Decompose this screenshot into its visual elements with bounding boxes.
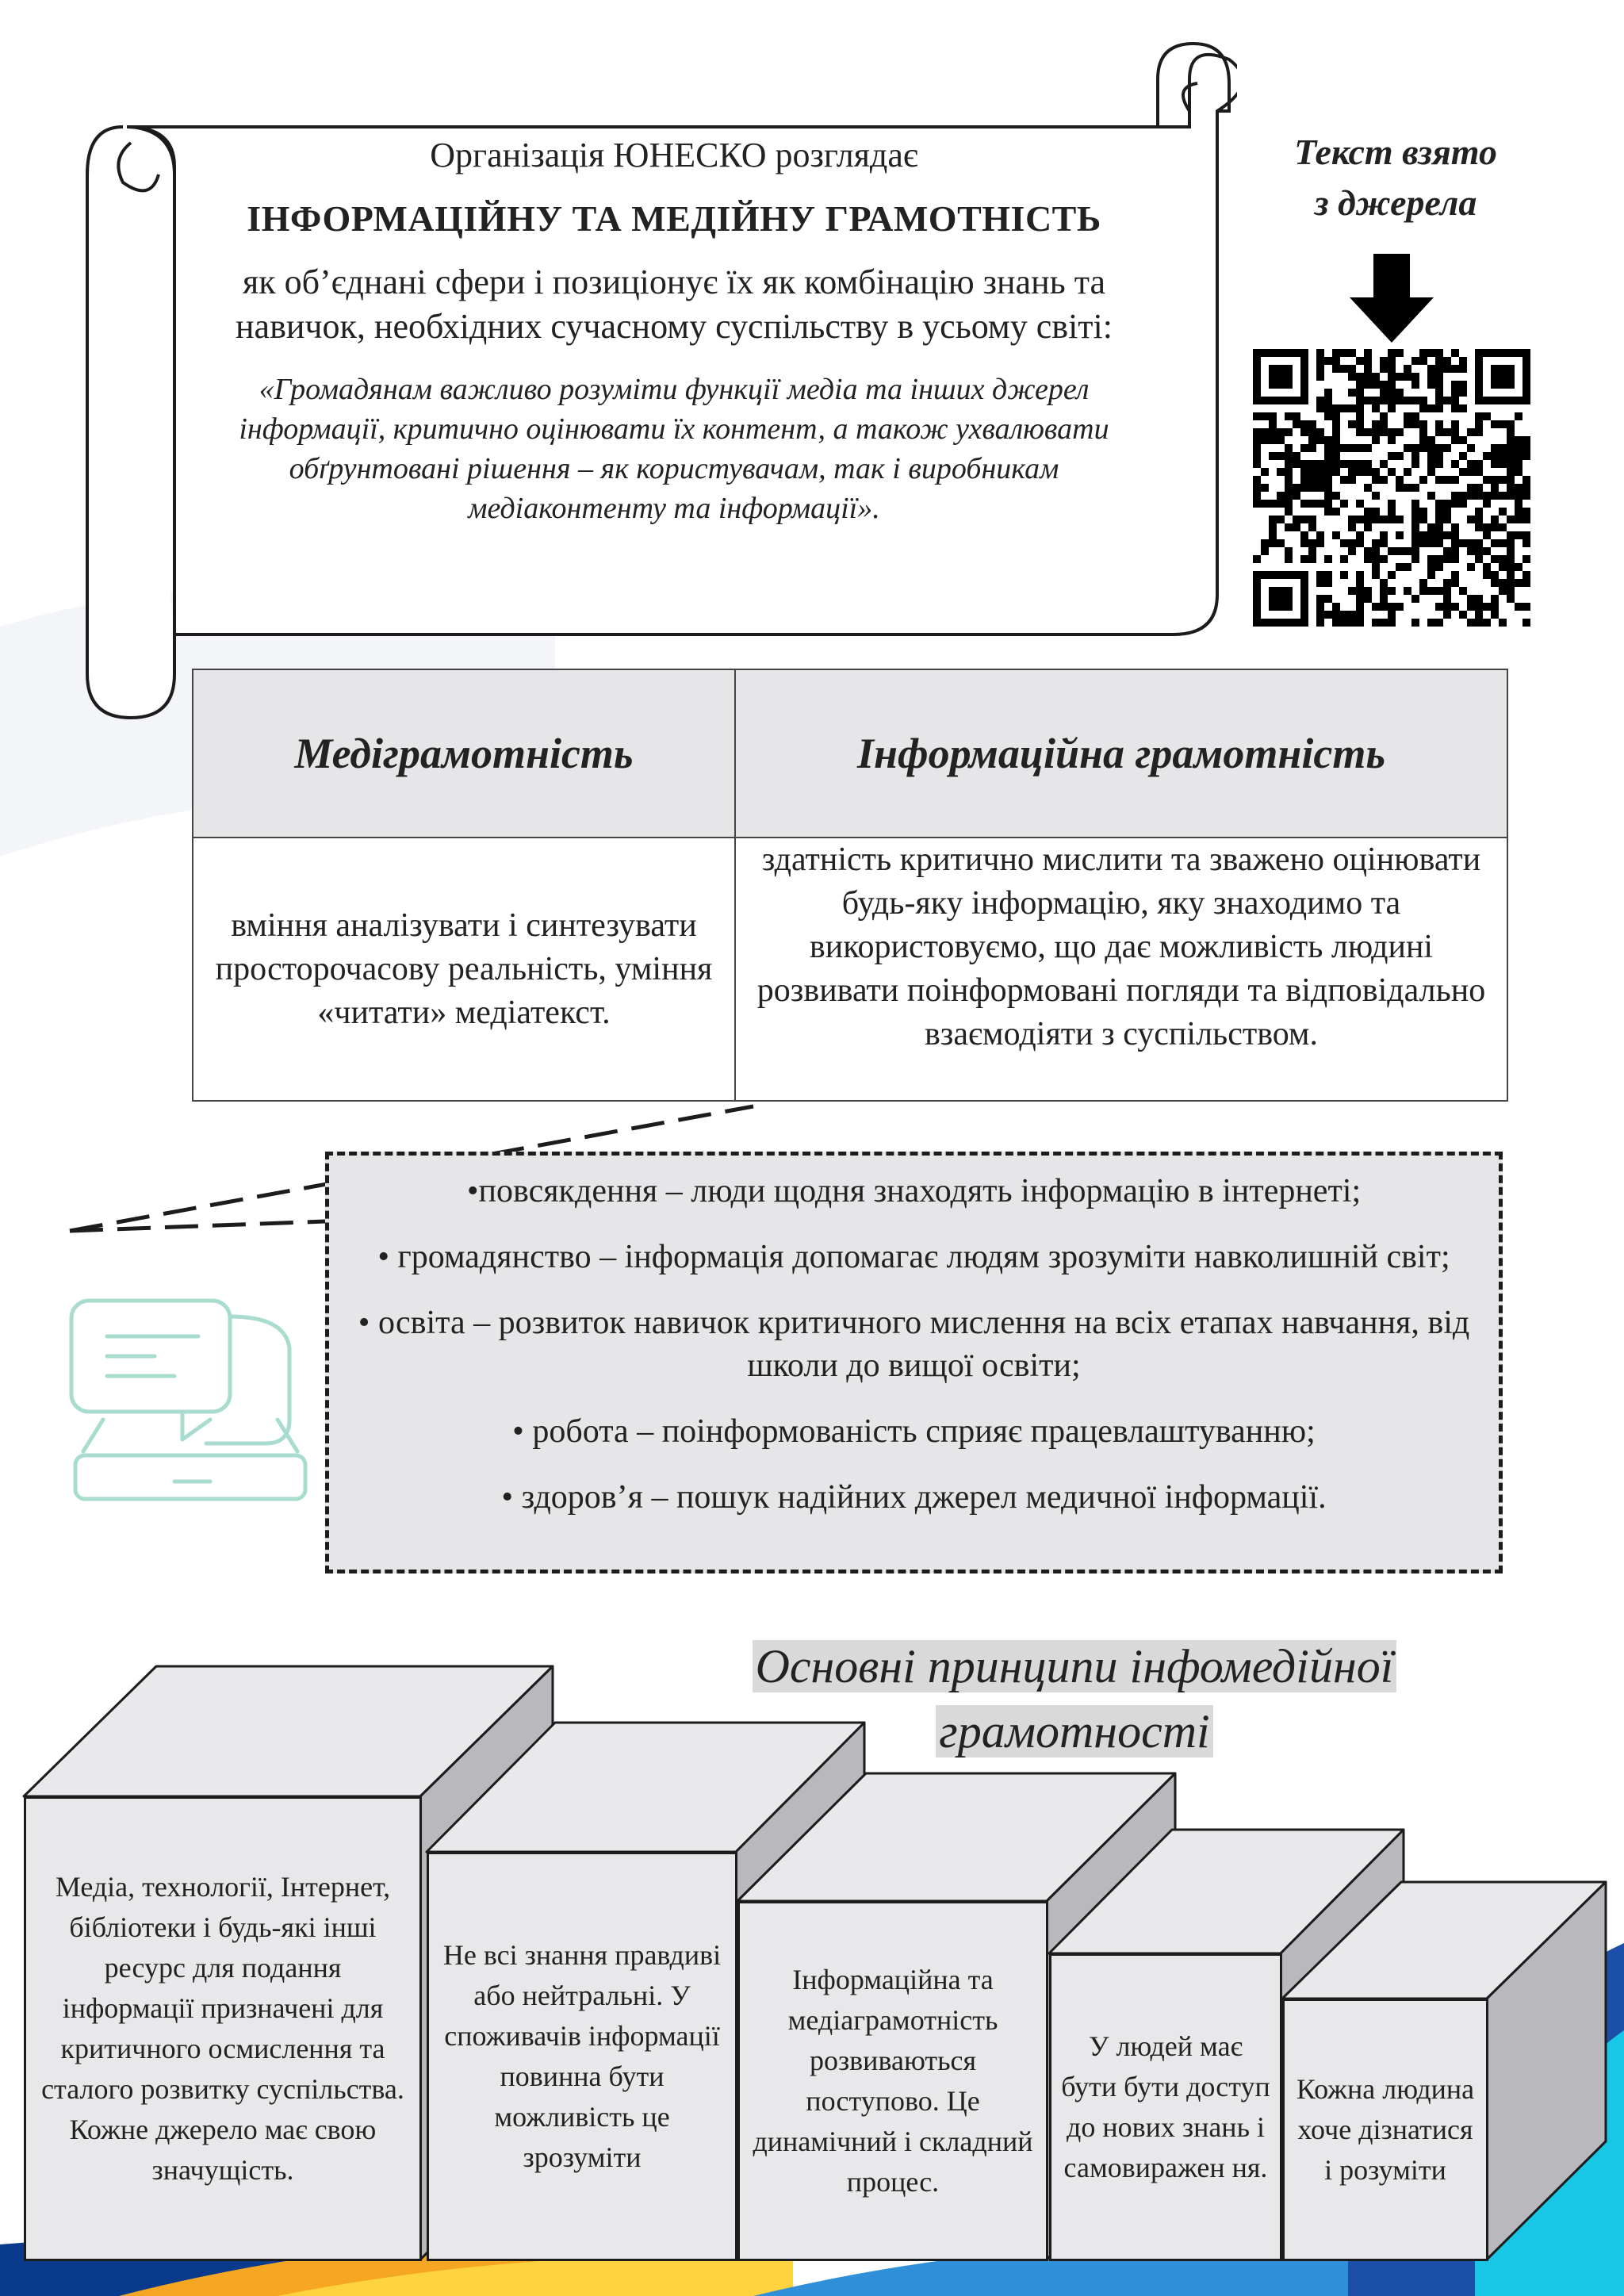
- qr-code-icon[interactable]: [1253, 349, 1530, 627]
- qr-caption-line1: Текст взято: [1294, 132, 1497, 172]
- table-row: [193, 838, 1507, 1101]
- information-literacy-header: Інформаційна грамотність: [735, 669, 1507, 838]
- information-literacy-definition: здатність критично мислити та зважено оцінювати будь-яку інформацію, яку знаходимо та використовуємо, що дає можливість людині розвивати поінформовані погляди та відповідально взаємодіяти з суспільством.: [735, 838, 1507, 1101]
- media-literacy-header: Медіграмотність: [193, 669, 735, 838]
- principle-step-4-text: У людей має бути бути доступ до нових знань і самовиражен ня.: [1061, 2030, 1270, 2183]
- table-header-row: [193, 669, 1507, 838]
- principle-step-3: [737, 1901, 1048, 2261]
- arrow-down-icon: [1348, 254, 1435, 345]
- usage-box: [325, 1152, 1503, 1573]
- principle-step-1: [24, 1796, 422, 2261]
- unesco-intro: Організація ЮНЕСКО розглядає: [430, 136, 918, 174]
- definitions-table: [192, 669, 1508, 1102]
- laptop-chat-icon: [63, 1293, 317, 1507]
- list-item: • здоров’я – пошук надійних джерел медичної інформації.: [501, 1479, 1327, 1516]
- list-item: • громадянство – інформація допомагає людям зрозуміти навколишній світ;: [377, 1239, 1450, 1275]
- principle-step-5-text: Кожна людина хоче дізнатися і розуміти: [1296, 2073, 1475, 2186]
- principles-title-line2: грамотності: [936, 1705, 1212, 1757]
- principle-step-5: [1282, 1999, 1488, 2261]
- unesco-quote: «Громадянам важливо розуміти функції медіа та інших джерел інформації, критично оцінювати їх контент, а також ухвалювати обґрунтовані рішення – як користувачам, так і виробникам медіаконтенту та інформації».: [239, 373, 1109, 525]
- qr-caption: [1237, 127, 1554, 228]
- principle-step-1-text: Медіа, технології, Інтернет, бібліотеки і будь-які інші ресурс для подання інформації призначені для критичного осмислення та сталого розвитку суспільства. Кожне джерело має свою значущість.: [41, 1871, 404, 2186]
- list-item: •повсякдення – люди щодня знаходять інформацію в інтернеті;: [466, 1173, 1362, 1209]
- unesco-description: як об’єднані сфери і позиціонує їх як комбінацію знань та навичок, необхідних сучасному суспільству в усьому світі:: [236, 263, 1113, 346]
- list-item: • робота – поінформованість сприяє працевлаштуванню;: [512, 1413, 1316, 1450]
- principle-step-3-text: Інформаційна та медіаграмотність розвиваються поступово. Це динамічний і складний процес.: [753, 1964, 1033, 2198]
- literacy-heading: ІНФОРМАЦІЙНУ ТА МЕДІЙНУ ГРАМОТНІСТЬ: [247, 198, 1101, 239]
- media-literacy-definition: вміння аналізувати і синтезувати просторочасову реальність, уміння «читати» медіатекст.: [193, 838, 735, 1101]
- qr-caption-line2: з джерела: [1314, 182, 1477, 223]
- list-item: • освіта – розвиток навичок критичного мислення на всіх етапах навчання, від школи до вищої освіти;: [358, 1305, 1470, 1384]
- principle-step-2: [427, 1852, 737, 2261]
- scroll-content: [178, 135, 1170, 528]
- principle-step-2-text: Не всі знання правдиві або нейтральні. У споживачів інформації повинна бути можливість це зрозуміти: [442, 1939, 722, 2173]
- usage-list: [329, 1156, 1499, 1519]
- principle-step-4: [1049, 1953, 1282, 2261]
- principles-title-line1: Основні принципи інфомедійної: [753, 1640, 1397, 1692]
